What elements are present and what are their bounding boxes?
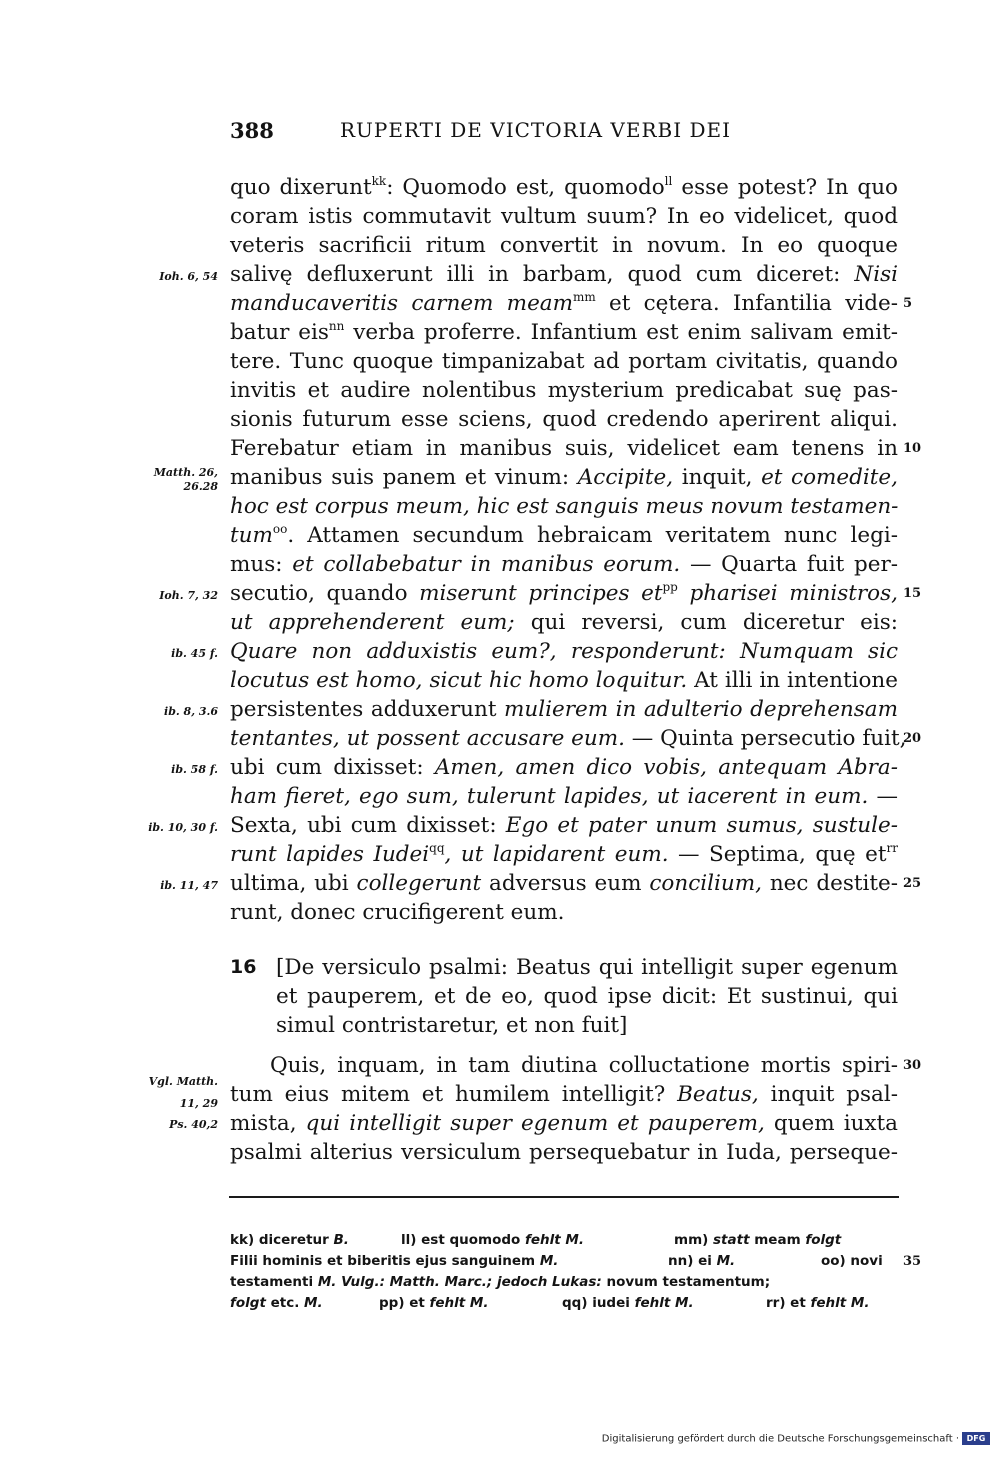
margin-ref: Ps. 40,2 xyxy=(169,1118,218,1131)
section-heading-line: et pauperem, et de eo, quod ipse dicit: Et sustinui, qui xyxy=(276,984,898,1009)
footnote-mark: nn xyxy=(328,319,345,333)
margin-ref: Ioh. 6, 54 xyxy=(159,270,218,283)
line-number: 5 xyxy=(903,296,913,311)
text-line: quo dixerunt$^{kk}$: Quomodo est, quomodo$^{ll}$ esse potest? In quo xyxy=(230,174,898,200)
text-line: tum$^{oo}$. Attamen secundum hebraicam veritatem nunc legi- xyxy=(230,522,898,548)
footnote-mark: pp xyxy=(662,580,678,594)
margin-ref: 11, 29 xyxy=(179,1097,218,1110)
footnote-line: folgt etc. M. pp) et fehlt M. qq) iudei fehlt M. rr) et fehlt M. xyxy=(230,1295,870,1311)
line-number: 10 xyxy=(903,441,922,456)
text-line: invitis et audire nolentibus mysterium predicabat suę pas- xyxy=(230,378,898,403)
footnote-rule xyxy=(229,1196,899,1198)
dfg-logo-icon: DFG xyxy=(962,1432,990,1445)
text-line: runt, donec crucifigerent eum. xyxy=(230,900,565,925)
text-line: mus: et collabebatur in manibus eorum. — Quarta fuit per- xyxy=(230,552,898,577)
line-number: 35 xyxy=(903,1254,922,1269)
text-line: hoc est corpus meum, hic est sanguis meus novum testamen- xyxy=(230,494,899,519)
text-line: psalmi alterius versiculum persequebatur in Iuda, perseque- xyxy=(230,1140,898,1165)
credit-text: Digitalisierung gefördert durch die Deutsche Forschungsgemeinschaft · xyxy=(601,1433,959,1445)
line-number: 25 xyxy=(903,876,922,891)
section-heading-line: [De versiculo psalmi: Beatus qui intelligit super egenum xyxy=(276,955,898,980)
text-line: Quis, inquam, in tam diutina colluctatione mortis spiri- xyxy=(270,1053,898,1078)
text-line: secutio, quando miserunt principes $et^{pp}$ pharisei ministros, xyxy=(230,580,898,606)
page-number: 388 xyxy=(230,118,274,143)
footnote-mark: mm xyxy=(573,290,596,304)
text-line: manducaveritis carnem meam$^{mm}$ et cętera. Infantilia vide- xyxy=(230,290,898,316)
section-number: 16 xyxy=(230,956,257,978)
text-line: tum eius mitem et humilem intelligit? Beatus, inquit psal- xyxy=(230,1082,898,1107)
footnote-mark: qq xyxy=(429,841,445,855)
footnote-mark: rr xyxy=(886,841,898,855)
text-line: sionis futurum esse sciens, quod credendo aperirent aliqui. xyxy=(230,407,898,432)
line-number: 15 xyxy=(903,586,922,601)
footnote-line: testamenti M. Vulg.: Matth. Marc.; jedoch Lukas: novum testamentum; xyxy=(230,1274,771,1290)
text-line: tentantes, ut possent accusare eum. — Quinta persecutio fuit, xyxy=(230,726,907,751)
margin-ref: 26.28 xyxy=(183,480,218,493)
text-line: Sexta, ubi cum dixisset: Ego et pater unum sumus, sustule- xyxy=(230,813,898,838)
section-heading-line: simul contristaretur, et non fuit] xyxy=(276,1013,628,1038)
page-header xyxy=(230,118,898,148)
text-line: batur eis$^{nn}$ verba proferre. Infantium est enim salivam emit- xyxy=(230,319,898,345)
text-line: tere. Tunc quoque timpanizabat ad portam civitatis, quando xyxy=(230,349,898,374)
footnote-mark: oo xyxy=(272,522,288,536)
running-title: RUPERTI DE VICTORIA VERBI DEI xyxy=(340,118,732,142)
footnote-mark: kk xyxy=(371,174,387,188)
line-number: 30 xyxy=(903,1058,922,1073)
footnote-line: kk) diceretur B. ll) est quomodo fehlt M. mm) statt meam folgt xyxy=(230,1232,842,1248)
margin-ref: Matth. 26, xyxy=(153,466,218,479)
text-line: runt lapides Iudei$^{qq}$, ut lapidarent eum. — Septima, quę $et^{rr}$ xyxy=(230,841,898,867)
text-line: Ferebatur etiam in manibus suis, videlicet eam tenens in xyxy=(230,436,898,461)
text-line: Quare non adduxistis eum?, responderunt: Numquam sic xyxy=(230,639,898,664)
section-heading xyxy=(230,953,898,1043)
footnote-line: Filii hominis et biberitis ejus sanguinem M. nn) ei M. oo) novi xyxy=(230,1253,883,1269)
text-line: coram istis commutavit vultum suum? In eo videlicet, quod xyxy=(230,204,898,229)
margin-ref: ib. 8, 3.6 xyxy=(164,705,218,718)
margin-ref: Vgl. Matth. xyxy=(148,1075,218,1088)
text-line: persistentes adduxerunt mulierem in adulterio deprehensam xyxy=(230,697,898,722)
margin-ref: Ioh. 7, 32 xyxy=(159,589,218,602)
text-line: manibus suis panem et vinum: Accipite, inquit, et comedite, xyxy=(230,465,898,490)
text-line: ubi cum dixisset: Amen, amen dico vobis, antequam Abra- xyxy=(230,755,898,780)
text-line: ultima, ubi collegerunt adversus eum concilium, nec destite- xyxy=(230,871,899,896)
margin-ref: ib. 10, 30 f. xyxy=(148,821,218,834)
text-line: salivę defluxerunt illi in barbam, quod cum diceret: Nisi xyxy=(230,262,898,287)
margin-ref: ib. 45 f. xyxy=(171,647,218,660)
text-line: veteris sacrificii ritum convertit in novum. In eo quoque xyxy=(230,233,898,258)
text-line: mista, qui intelligit super egenum et pauperem, quem iuxta xyxy=(230,1111,898,1136)
text-line: ham fieret, ego sum, tulerunt lapides, ut iacerent in eum. — xyxy=(230,784,898,809)
digitization-credit xyxy=(602,1432,990,1445)
text-line: ut apprehenderent eum; qui reversi, cum diceretur eis: xyxy=(230,610,898,635)
footnote-mark: ll xyxy=(664,174,673,188)
margin-ref: ib. 58 f. xyxy=(171,763,218,776)
text-line: locutus est homo, sicut hic homo loquitur. At illi in intentione xyxy=(230,668,898,693)
margin-ref: ib. 11, 47 xyxy=(160,879,218,892)
line-number: 20 xyxy=(903,731,922,746)
